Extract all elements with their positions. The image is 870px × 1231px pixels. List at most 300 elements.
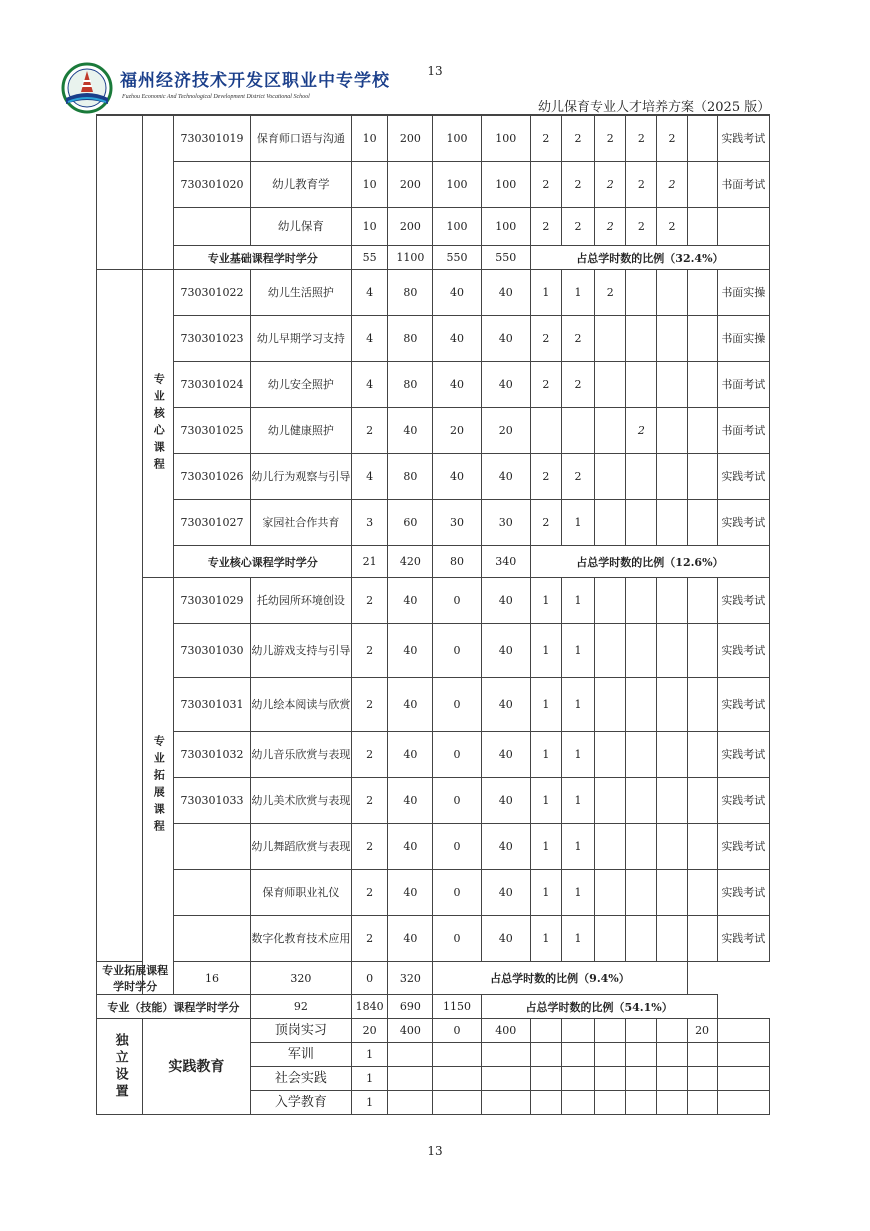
semester-cell	[657, 732, 687, 778]
semester-cell	[687, 624, 717, 678]
exam-type-cell: 书面实操	[717, 270, 769, 316]
theory-hours-cell: 40	[433, 270, 481, 316]
practice-hours-cell: 40	[481, 578, 530, 624]
semester-cell: 2	[561, 362, 594, 408]
theory-hours-cell	[433, 1043, 481, 1067]
course-name: 保育师职业礼仪	[250, 870, 351, 916]
course-name: 幼儿美术欣赏与表现	[250, 778, 351, 824]
course-code	[174, 916, 250, 962]
hours-cell: 40	[388, 870, 433, 916]
hours-cell: 200	[388, 116, 433, 162]
course-name: 幼儿教育学	[250, 162, 351, 208]
semester-cell: 2	[561, 454, 594, 500]
practice-hours-cell: 100	[481, 208, 530, 246]
semester-cell	[626, 916, 657, 962]
semester-cell	[626, 362, 657, 408]
exam-type-cell: 实践考试	[717, 916, 769, 962]
table-row	[97, 208, 770, 246]
theory-hours-cell	[433, 1091, 481, 1115]
semester-cell: 1	[530, 916, 561, 962]
credit-cell: 2	[352, 624, 388, 678]
table-row	[97, 500, 770, 546]
subtotal-label: 专业核心课程学时学分	[174, 546, 352, 578]
course-code: 730301033	[174, 778, 250, 824]
table-row	[97, 824, 770, 870]
semester-cell	[626, 1019, 657, 1043]
hours-cell: 400	[388, 1019, 433, 1043]
practice-hours-cell: 100	[481, 162, 530, 208]
subtotal-practice: 1150	[433, 995, 481, 1019]
table-row	[97, 546, 770, 578]
course-name: 家园社合作共育	[250, 500, 351, 546]
semester-cell	[687, 916, 717, 962]
course-code	[174, 824, 250, 870]
practice-hours-cell: 40	[481, 362, 530, 408]
exam-type-cell: 实践考试	[717, 116, 769, 162]
hours-cell: 40	[388, 678, 433, 732]
hours-cell: 40	[388, 778, 433, 824]
course-name: 幼儿早期学习支持	[250, 316, 351, 362]
practice-hours-cell: 20	[481, 408, 530, 454]
course-name: 数字化教育技术应用	[250, 916, 351, 962]
semester-cell: 1	[561, 500, 594, 546]
table-row	[97, 916, 770, 962]
practice-hours-cell: 40	[481, 270, 530, 316]
theory-hours-cell: 0	[433, 870, 481, 916]
theory-hours-cell: 40	[433, 454, 481, 500]
exam-type-cell	[717, 1067, 769, 1091]
semester-cell	[626, 316, 657, 362]
hours-cell: 200	[388, 208, 433, 246]
semester-cell: 1	[561, 678, 594, 732]
semester-cell: 2	[530, 162, 561, 208]
semester-cell	[657, 916, 687, 962]
course-name: 幼儿游戏支持与引导	[250, 624, 351, 678]
exam-type-cell: 书面考试	[717, 162, 769, 208]
practice-hours-cell: 40	[481, 778, 530, 824]
semester-cell	[595, 1091, 626, 1115]
subtotal-practice: 550	[481, 246, 530, 270]
table-row	[97, 316, 770, 362]
semester-cell	[687, 1067, 717, 1091]
subtotal-theory: 550	[433, 246, 481, 270]
semester-cell: 1	[561, 624, 594, 678]
exam-type-cell	[717, 1043, 769, 1067]
semester-cell	[687, 162, 717, 208]
hours-cell: 200	[388, 162, 433, 208]
semester-cell	[657, 408, 687, 454]
semester-cell: 2	[657, 116, 687, 162]
hours-cell: 60	[388, 500, 433, 546]
category-cell	[97, 270, 143, 962]
practice-hours-cell: 400	[481, 1019, 530, 1043]
course-code: 730301026	[174, 454, 250, 500]
practice-hours-cell	[481, 1067, 530, 1091]
semester-cell	[687, 362, 717, 408]
course-name: 顶岗实习	[250, 1019, 351, 1043]
subtotal-theory: 690	[388, 995, 433, 1019]
practice-hours-cell: 40	[481, 870, 530, 916]
course-name: 社会实践	[250, 1067, 351, 1091]
hours-cell: 40	[388, 578, 433, 624]
table-row	[97, 732, 770, 778]
credit-cell: 1	[352, 1043, 388, 1067]
credit-cell: 4	[352, 362, 388, 408]
semester-cell	[657, 1067, 687, 1091]
semester-cell	[657, 678, 687, 732]
credit-cell: 3	[352, 500, 388, 546]
credit-cell: 4	[352, 270, 388, 316]
table-row	[97, 678, 770, 732]
practice-hours-cell: 40	[481, 316, 530, 362]
semester-cell: 1	[561, 578, 594, 624]
semester-cell	[626, 624, 657, 678]
course-name: 幼儿行为观察与引导	[250, 454, 351, 500]
semester-cell	[626, 870, 657, 916]
course-code: 730301032	[174, 732, 250, 778]
semester-cell	[657, 1043, 687, 1067]
semester-cell: 2	[530, 316, 561, 362]
course-code: 730301024	[174, 362, 250, 408]
semester-cell	[626, 1043, 657, 1067]
course-name: 军训	[250, 1043, 351, 1067]
semester-cell: 2	[530, 362, 561, 408]
theory-hours-cell: 0	[433, 824, 481, 870]
course-code: 730301022	[174, 270, 250, 316]
hours-cell: 80	[388, 362, 433, 408]
subtotal-hours: 1100	[388, 246, 433, 270]
table-row	[97, 116, 770, 162]
credit-cell: 2	[352, 824, 388, 870]
exam-type-cell: 书面考试	[717, 362, 769, 408]
subtotal-credit: 16	[174, 962, 250, 995]
semester-cell: 2	[595, 208, 626, 246]
subtotal-label: 专业基础课程学时学分	[174, 246, 352, 270]
semester-cell	[595, 824, 626, 870]
semester-cell: 1	[561, 916, 594, 962]
semester-cell	[626, 270, 657, 316]
semester-cell	[687, 316, 717, 362]
semester-cell	[657, 624, 687, 678]
semester-cell	[657, 870, 687, 916]
exam-type-cell: 实践考试	[717, 500, 769, 546]
table-row	[97, 778, 770, 824]
semester-cell	[595, 732, 626, 778]
semester-cell: 1	[530, 824, 561, 870]
page-number-bottom: 13	[427, 1144, 443, 1158]
semester-cell	[657, 316, 687, 362]
semester-cell	[657, 578, 687, 624]
table-row	[97, 454, 770, 500]
exam-type-cell: 实践考试	[717, 578, 769, 624]
course-name: 幼儿舞蹈欣赏与表现	[250, 824, 351, 870]
semester-cell	[657, 270, 687, 316]
exam-type-cell	[717, 1091, 769, 1115]
semester-cell: 1	[530, 624, 561, 678]
table-row	[97, 408, 770, 454]
theory-hours-cell: 100	[433, 116, 481, 162]
course-code: 730301029	[174, 578, 250, 624]
subtotal-credit: 55	[352, 246, 388, 270]
course-code	[174, 870, 250, 916]
credit-cell: 10	[352, 208, 388, 246]
course-code: 730301031	[174, 678, 250, 732]
semester-cell	[530, 1043, 561, 1067]
semester-cell	[595, 578, 626, 624]
semester-cell	[687, 778, 717, 824]
subtotal-ratio: 占总学时数的比例（32.4%）	[530, 246, 769, 270]
semester-cell	[595, 1019, 626, 1043]
exam-type-cell: 实践考试	[717, 778, 769, 824]
semester-cell	[595, 316, 626, 362]
hours-cell: 40	[388, 732, 433, 778]
semester-cell	[657, 500, 687, 546]
semester-cell	[595, 1043, 626, 1067]
course-code: 730301030	[174, 624, 250, 678]
theory-hours-cell: 100	[433, 162, 481, 208]
practice-hours-cell	[481, 1043, 530, 1067]
semester-cell	[687, 678, 717, 732]
theory-hours-cell: 0	[433, 732, 481, 778]
independent-label: 独立设置	[97, 1019, 143, 1115]
course-name: 幼儿健康照护	[250, 408, 351, 454]
semester-cell: 1	[530, 678, 561, 732]
semester-cell: 1	[530, 578, 561, 624]
table-row	[97, 246, 770, 270]
theory-hours-cell: 40	[433, 316, 481, 362]
hours-cell: 80	[388, 454, 433, 500]
semester-cell: 2	[561, 316, 594, 362]
theory-hours-cell: 0	[433, 624, 481, 678]
semester-cell	[687, 116, 717, 162]
exam-type-cell: 书面考试	[717, 408, 769, 454]
subtotal-ratio: 占总学时数的比例（54.1%）	[481, 995, 717, 1019]
group-cell	[143, 116, 174, 270]
semester-cell	[687, 1043, 717, 1067]
semester-cell	[595, 454, 626, 500]
subtotal-theory: 80	[433, 546, 481, 578]
credit-cell: 4	[352, 454, 388, 500]
hours-cell	[388, 1043, 433, 1067]
semester-cell: 1	[561, 270, 594, 316]
practice-hours-cell	[481, 1091, 530, 1115]
group-label-core: 专业核心课程	[143, 270, 174, 578]
semester-cell	[687, 870, 717, 916]
semester-cell: 2	[561, 116, 594, 162]
semester-cell	[561, 1091, 594, 1115]
exam-type-cell: 实践考试	[717, 454, 769, 500]
semester-cell: 1	[561, 732, 594, 778]
practice-hours-cell: 30	[481, 500, 530, 546]
subtotal-label: 专业（技能）课程学时学分	[97, 995, 251, 1019]
theory-hours-cell: 100	[433, 208, 481, 246]
exam-type-cell: 实践考试	[717, 624, 769, 678]
document-title: 幼儿保育专业人才培养方案（2025 版）	[538, 100, 771, 115]
semester-cell	[561, 408, 594, 454]
credit-cell: 2	[352, 408, 388, 454]
hours-cell: 40	[388, 916, 433, 962]
table-row	[97, 995, 770, 1019]
theory-hours-cell	[433, 1067, 481, 1091]
table-row	[97, 962, 770, 995]
semester-cell	[626, 500, 657, 546]
subtotal-ratio: 占总学时数的比例（9.4%）	[433, 962, 687, 995]
semester-cell: 2	[626, 162, 657, 208]
semester-cell	[687, 732, 717, 778]
course-code: 730301020	[174, 162, 250, 208]
exam-type-cell: 书面实操	[717, 316, 769, 362]
course-name: 保育师口语与沟通	[250, 116, 351, 162]
course-name: 托幼园所环境创设	[250, 578, 351, 624]
table-row	[97, 162, 770, 208]
subtotal-practice: 320	[388, 962, 433, 995]
course-code: 730301023	[174, 316, 250, 362]
page-number-top: 13	[427, 64, 443, 78]
semester-cell	[626, 678, 657, 732]
credit-cell: 2	[352, 732, 388, 778]
semester-cell	[595, 678, 626, 732]
semester-cell: 1	[561, 778, 594, 824]
semester-cell: 1	[561, 824, 594, 870]
course-name: 幼儿保育	[250, 208, 351, 246]
subtotal-hours: 1840	[352, 995, 388, 1019]
course-name: 入学教育	[250, 1091, 351, 1115]
credit-cell: 2	[352, 678, 388, 732]
table-row	[97, 270, 770, 316]
school-name-en: Fuzhou Economic And Technological Development District Vocational School	[122, 94, 310, 100]
semester-cell	[626, 732, 657, 778]
course-name: 幼儿生活照护	[250, 270, 351, 316]
semester-cell: 2	[626, 116, 657, 162]
semester-cell	[530, 1067, 561, 1091]
subtotal-credit: 21	[352, 546, 388, 578]
semester-cell: 1	[561, 870, 594, 916]
semester-cell	[595, 500, 626, 546]
subtotal-hours: 320	[250, 962, 351, 995]
exam-type-cell	[717, 1019, 769, 1043]
semester-cell: 2	[561, 208, 594, 246]
hours-cell: 80	[388, 270, 433, 316]
course-code: 730301027	[174, 500, 250, 546]
table-row	[97, 870, 770, 916]
credit-cell: 10	[352, 162, 388, 208]
semester-cell	[626, 1091, 657, 1115]
table-row	[97, 362, 770, 408]
semester-cell: 2	[657, 208, 687, 246]
semester-cell	[687, 408, 717, 454]
semester-cell: 2	[530, 208, 561, 246]
practice-hours-cell: 40	[481, 678, 530, 732]
group-label-extension: 专业拓展课程	[143, 578, 174, 995]
practice-hours-cell: 100	[481, 116, 530, 162]
semester-cell: 1	[530, 778, 561, 824]
hours-cell: 80	[388, 316, 433, 362]
semester-cell	[595, 916, 626, 962]
semester-cell	[657, 362, 687, 408]
practice-hours-cell: 40	[481, 916, 530, 962]
theory-hours-cell: 0	[433, 578, 481, 624]
semester-cell	[530, 1019, 561, 1043]
semester-cell	[687, 824, 717, 870]
theory-hours-cell: 0	[433, 1019, 481, 1043]
table-row	[97, 624, 770, 678]
semester-cell	[595, 408, 626, 454]
subtotal-label: 专业拓展课程学时学分	[97, 962, 174, 995]
theory-hours-cell: 20	[433, 408, 481, 454]
course-code	[174, 208, 250, 246]
table-row	[97, 1019, 770, 1043]
semester-cell	[626, 824, 657, 870]
hours-cell	[388, 1067, 433, 1091]
semester-cell	[561, 1019, 594, 1043]
theory-hours-cell: 30	[433, 500, 481, 546]
subtotal-hours: 420	[388, 546, 433, 578]
course-name: 幼儿音乐欣赏与表现	[250, 732, 351, 778]
hours-cell: 40	[388, 824, 433, 870]
semester-cell	[657, 1091, 687, 1115]
hours-cell	[388, 1091, 433, 1115]
semester-cell: 2	[530, 500, 561, 546]
semester-cell: 2	[561, 162, 594, 208]
course-code: 730301025	[174, 408, 250, 454]
semester-cell	[687, 454, 717, 500]
semester-cell	[687, 500, 717, 546]
semester-cell: 1	[530, 270, 561, 316]
exam-type-cell: 实践考试	[717, 678, 769, 732]
semester-cell	[657, 824, 687, 870]
hours-cell: 40	[388, 408, 433, 454]
practice-group-label: 实践教育	[143, 1019, 250, 1115]
credit-cell: 1	[352, 1067, 388, 1091]
curriculum-table	[96, 115, 770, 1115]
practice-hours-cell: 40	[481, 624, 530, 678]
semester-cell	[657, 1019, 687, 1043]
semester-cell	[595, 362, 626, 408]
semester-cell: 2	[530, 454, 561, 500]
credit-cell: 10	[352, 116, 388, 162]
exam-type-cell: 实践考试	[717, 732, 769, 778]
semester-cell: 2	[595, 116, 626, 162]
exam-type-cell: 实践考试	[717, 870, 769, 916]
course-code: 730301019	[174, 116, 250, 162]
credit-cell: 2	[352, 870, 388, 916]
practice-hours-cell: 40	[481, 732, 530, 778]
school-name-cn: 福州经济技术开发区职业中专学校	[120, 71, 390, 91]
school-emblem-icon	[58, 62, 116, 114]
semester-cell: 2	[626, 408, 657, 454]
category-cell	[97, 116, 143, 270]
credit-cell: 2	[352, 778, 388, 824]
subtotal-credit: 92	[250, 995, 351, 1019]
practice-hours-cell: 40	[481, 824, 530, 870]
semester-cell	[687, 208, 717, 246]
table-row	[97, 578, 770, 624]
theory-hours-cell: 0	[433, 916, 481, 962]
semester-cell	[626, 778, 657, 824]
course-name: 幼儿安全照护	[250, 362, 351, 408]
semester-cell	[595, 870, 626, 916]
theory-hours-cell: 40	[433, 362, 481, 408]
semester-cell	[687, 270, 717, 316]
subtotal-practice: 340	[481, 546, 530, 578]
semester-cell	[626, 578, 657, 624]
semester-cell	[595, 778, 626, 824]
semester-cell	[626, 454, 657, 500]
semester-cell: 2	[657, 162, 687, 208]
course-name: 幼儿绘本阅读与欣赏	[250, 678, 351, 732]
subtotal-theory: 0	[352, 962, 388, 995]
semester-cell	[561, 1067, 594, 1091]
